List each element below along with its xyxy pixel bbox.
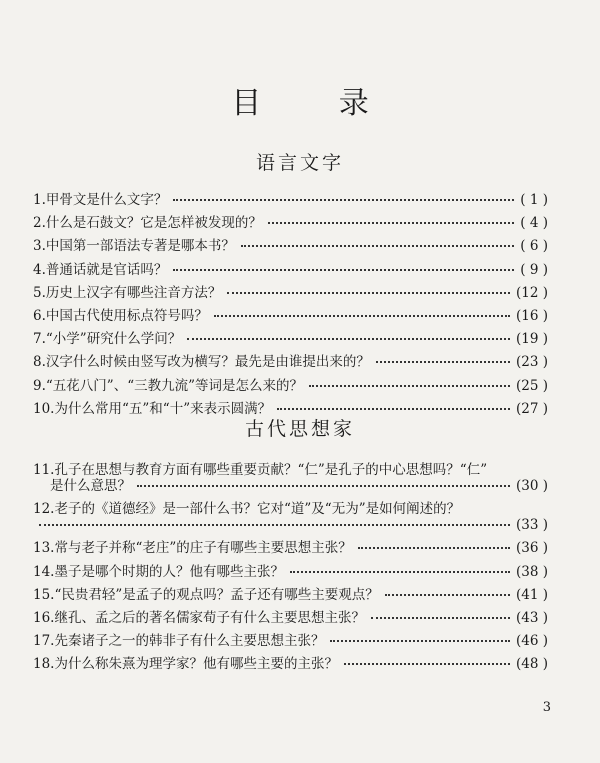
entry-page-ref: (33 ) xyxy=(515,517,548,534)
entry-title: 什么是石鼓文？它是怎样被发现的？ xyxy=(45,215,262,232)
dot-leader xyxy=(309,385,510,387)
entry-number: 12. xyxy=(33,501,55,518)
entry-page-ref: (46 ) xyxy=(515,633,548,650)
toc-list-language xyxy=(33,192,548,424)
entry-number: 16. xyxy=(33,609,55,626)
entry-number: 1. xyxy=(33,192,46,208)
entry-title: “民贵君轻”是孟子的观点吗？孟子还有哪些主要观点？ xyxy=(54,586,379,603)
dot-leader xyxy=(39,524,510,526)
entry-page-ref: ( 4 ) xyxy=(520,215,548,232)
dot-leader xyxy=(371,617,510,619)
dot-leader xyxy=(227,292,510,294)
entry-title: “小学”研究什么学问？ xyxy=(45,331,182,348)
toc-entry[interactable] xyxy=(33,610,548,626)
page-title: 目 录 xyxy=(231,86,403,121)
entry-number: 5. xyxy=(33,284,46,301)
entry-number: 9. xyxy=(33,377,46,394)
entry-page-ref: (27 ) xyxy=(515,400,548,417)
entry-number: 2. xyxy=(33,215,46,232)
entry-number: 8. xyxy=(33,354,46,371)
toc-entry[interactable] xyxy=(33,285,548,301)
toc-entry[interactable] xyxy=(33,378,548,394)
entry-number: 3. xyxy=(33,238,46,255)
entry-title: 为什么常用“五”和“十”来表示圆满？ xyxy=(54,400,272,417)
entry-page-ref: (43 ) xyxy=(515,609,548,626)
dot-leader xyxy=(173,199,514,201)
toc-entry[interactable] xyxy=(33,462,548,494)
dot-leader xyxy=(344,663,510,665)
toc-entry[interactable] xyxy=(33,656,548,672)
entry-title: 历史上汉字有哪些注音方法？ xyxy=(45,284,222,301)
entry-page-ref: ( 9 ) xyxy=(520,261,548,278)
entry-title: 老子的《道德经》是一部什么书？它对“道”及“无为”是如何阐述的？ xyxy=(54,501,461,518)
entry-number: 14. xyxy=(33,563,55,580)
entry-title: 常与老子并称“老庄”的庄子有哪些主要思想主张？ xyxy=(54,540,352,557)
toc-entry[interactable] xyxy=(33,633,548,649)
entry-page-ref: (19 ) xyxy=(515,331,548,348)
entry-page-ref: (36 ) xyxy=(515,540,548,557)
dot-leader xyxy=(290,571,510,573)
dot-leader xyxy=(277,408,510,410)
toc-list-thinkers xyxy=(33,462,548,680)
toc-entry[interactable] xyxy=(33,540,548,556)
entry-number: 7. xyxy=(33,331,46,348)
entry-title: 为什么称朱熹为理学家？他有哪些主要的主张？ xyxy=(54,656,338,673)
entry-page-ref: (48 ) xyxy=(515,656,548,673)
entry-page-ref: ( 1 ) xyxy=(520,192,548,208)
entry-number: 15. xyxy=(33,586,55,603)
dot-leader xyxy=(187,338,510,340)
dot-leader xyxy=(214,315,510,317)
dot-leader xyxy=(358,547,510,549)
toc-entry[interactable] xyxy=(33,354,548,370)
entry-number: 6. xyxy=(33,307,46,324)
dot-leader xyxy=(330,640,510,642)
toc-entry[interactable] xyxy=(33,564,548,580)
entry-number: 10. xyxy=(33,400,55,417)
section-heading-thinkers: 古代思想家 xyxy=(244,418,355,440)
entry-title: 普通话就是官话吗？ xyxy=(45,261,168,278)
toc-entry[interactable] xyxy=(33,192,548,208)
dot-leader xyxy=(268,222,514,224)
entry-page-ref: (38 ) xyxy=(515,563,548,580)
entry-number: 18. xyxy=(33,656,55,673)
entry-title-continued: 是什么意思？ xyxy=(50,478,131,494)
entry-page-ref: (41 ) xyxy=(515,586,548,603)
toc-entry[interactable] xyxy=(33,331,548,347)
toc-entry[interactable] xyxy=(33,501,548,533)
toc-entry[interactable] xyxy=(33,238,548,254)
section-heading-language: 语言文字 xyxy=(255,152,344,174)
entry-page-ref: (16 ) xyxy=(515,307,548,324)
entry-title: 墨子是哪个时期的人？他有哪些主张？ xyxy=(54,563,284,580)
entry-page-ref: (25 ) xyxy=(515,377,548,394)
entry-number: 17. xyxy=(33,633,55,650)
entry-title: 甲骨文是什么文字？ xyxy=(45,192,168,208)
toc-entry[interactable] xyxy=(33,587,548,603)
entry-title: 先秦诸子之一的韩非子有什么主要思想主张？ xyxy=(54,633,325,650)
toc-entry[interactable] xyxy=(33,215,548,231)
dot-leader xyxy=(241,245,514,247)
dot-leader xyxy=(137,485,510,487)
dot-leader xyxy=(376,361,510,363)
entry-page-ref: ( 6 ) xyxy=(520,238,548,255)
entry-title: 孔子在思想与教育方面有哪些重要贡献？“仁”是孔子的中心思想吗？“仁” xyxy=(54,462,488,478)
entry-title: 汉字什么时候由竖写改为横写？最先是由谁提出来的？ xyxy=(45,354,370,371)
dot-leader xyxy=(173,269,514,271)
entry-page-ref: (12 ) xyxy=(515,284,548,301)
entry-number: 11. xyxy=(33,462,55,478)
entry-page-ref: (23 ) xyxy=(515,354,548,371)
toc-entry[interactable] xyxy=(33,308,548,324)
entry-title: 中国第一部语法专著是哪本书？ xyxy=(45,238,235,255)
entry-page-ref: (30 ) xyxy=(515,478,548,494)
dot-leader xyxy=(385,594,510,596)
entry-title: 中国古代使用标点符号吗？ xyxy=(45,307,208,324)
entry-title: 继孔、孟之后的著名儒家荀子有什么主要思想主张？ xyxy=(54,609,365,626)
entry-number: 4. xyxy=(33,261,46,278)
entry-number: 13. xyxy=(33,540,55,557)
entry-title: “五花八门”、“三教九流”等词是怎么来的？ xyxy=(45,377,303,394)
toc-entry[interactable] xyxy=(33,262,548,278)
page-number: 3 xyxy=(542,700,551,715)
